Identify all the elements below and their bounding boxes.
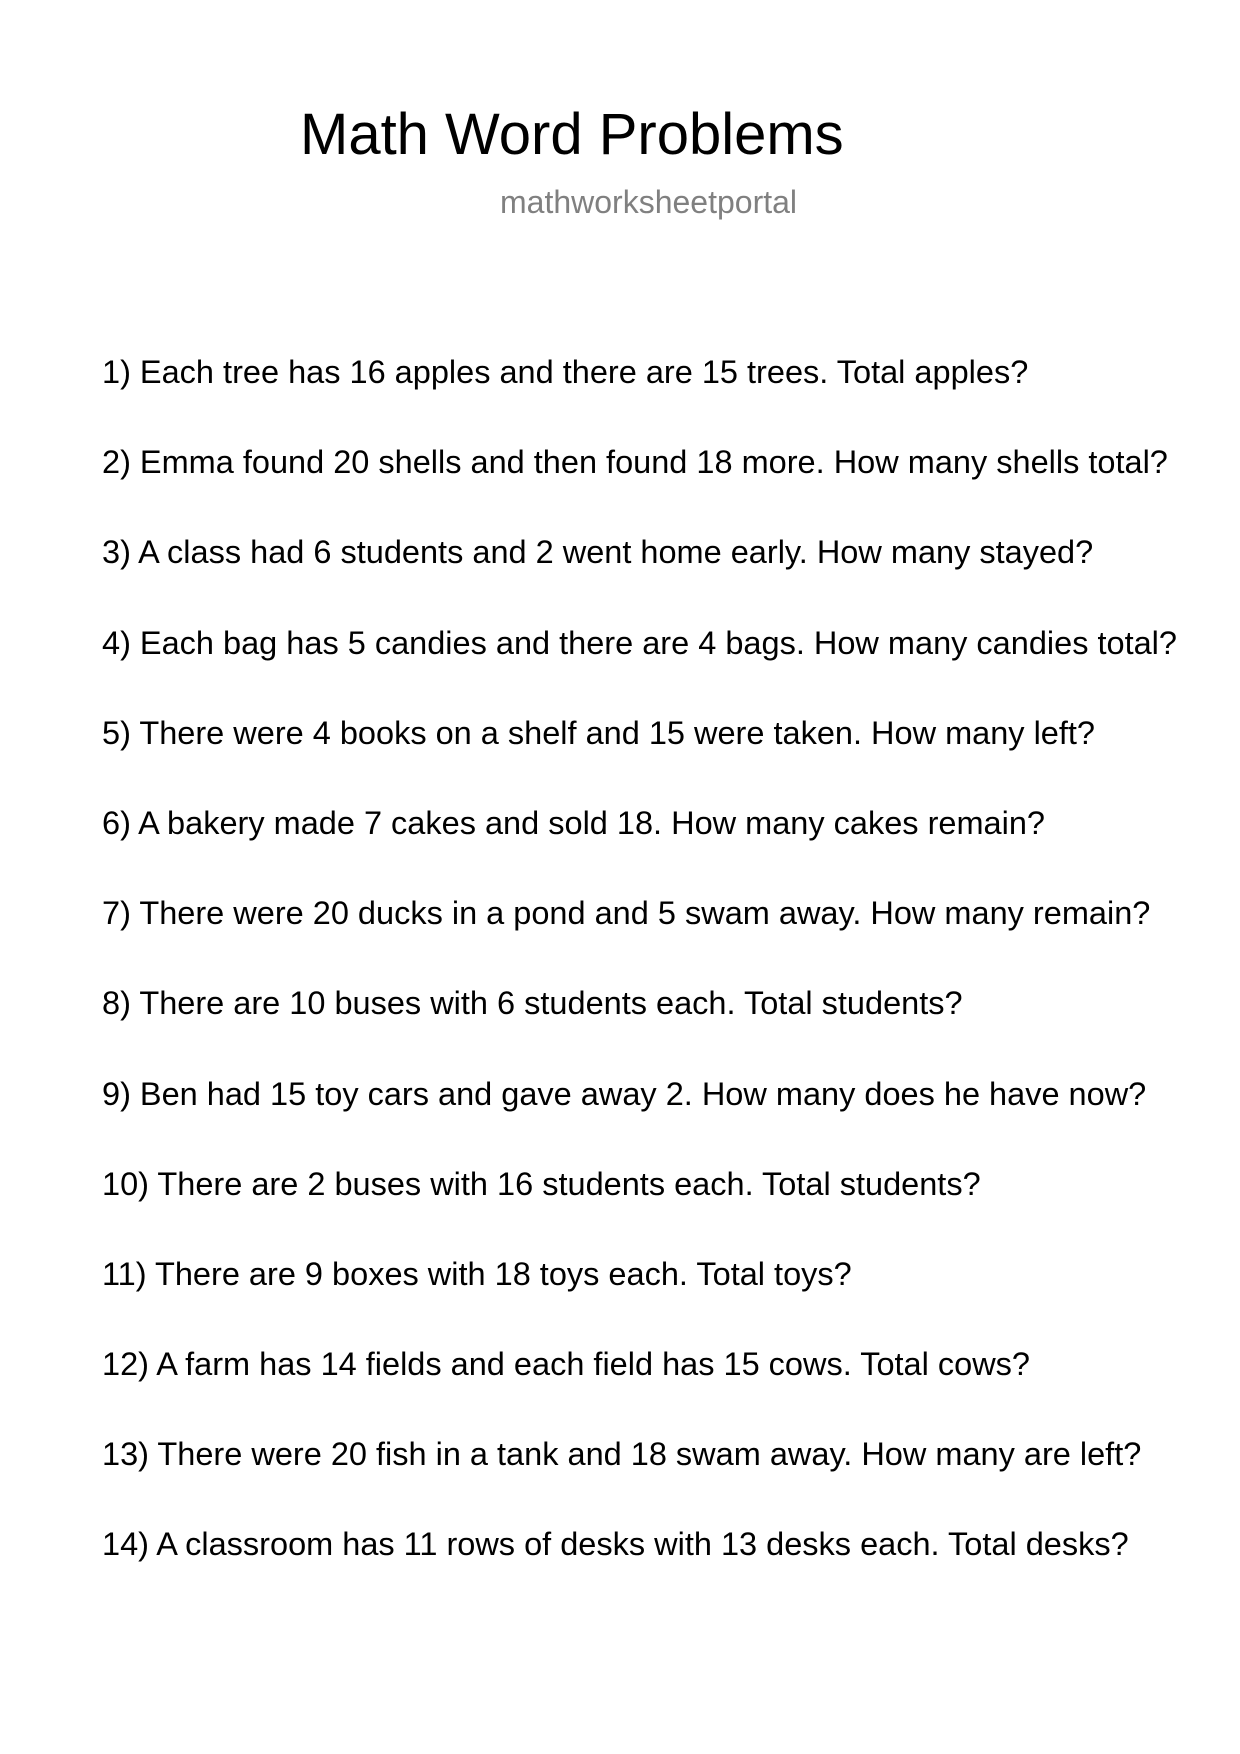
problem-item-11: 11) There are 9 boxes with 18 toys each. Total toys? bbox=[102, 1255, 852, 1292]
problem-list bbox=[102, 352, 1240, 1615]
problem-item-9: 9) Ben had 15 toy cars and gave away 2. How many does he have now? bbox=[102, 1075, 1147, 1112]
worksheet-title: Math Word Problems bbox=[300, 102, 844, 167]
problem-item-6: 6) A bakery made 7 cakes and sold 18. How many cakes remain? bbox=[102, 804, 1045, 841]
problem-item-3: 3) A class had 6 students and 2 went home early. How many stayed? bbox=[102, 534, 1094, 571]
problem-item-12: 12) A farm has 14 fields and each field has 15 cows. Total cows? bbox=[102, 1346, 1030, 1383]
problem-item-1: 1) Each tree has 16 apples and there are 15 trees. Total apples? bbox=[102, 354, 1029, 390]
problem-item-4: 4) Each bag has 5 candies and there are 4 bags. How many candies total? bbox=[102, 624, 1177, 661]
problem-item-2: 2) Emma found 20 shells and then found 18 more. How many shells total? bbox=[102, 444, 1168, 481]
problem-item-7: 7) There were 20 ducks in a pond and 5 swam away. How many remain? bbox=[102, 895, 1151, 932]
problem-item-5: 5) There were 4 books on a shelf and 15 were taken. How many left? bbox=[102, 714, 1096, 751]
problem-item-8: 8) There are 10 buses with 6 students each. Total students? bbox=[102, 985, 963, 1022]
problem-item-13: 13) There were 20 fish in a tank and 18 swam away. How many are left? bbox=[102, 1436, 1142, 1473]
problem-item-10: 10) There are 2 buses with 16 students each. Total students? bbox=[102, 1165, 981, 1202]
worksheet-source: mathworksheetportal bbox=[500, 184, 798, 220]
problem-item-14: 14) A classroom has 11 rows of desks with 13 desks each. Total desks? bbox=[102, 1526, 1129, 1563]
